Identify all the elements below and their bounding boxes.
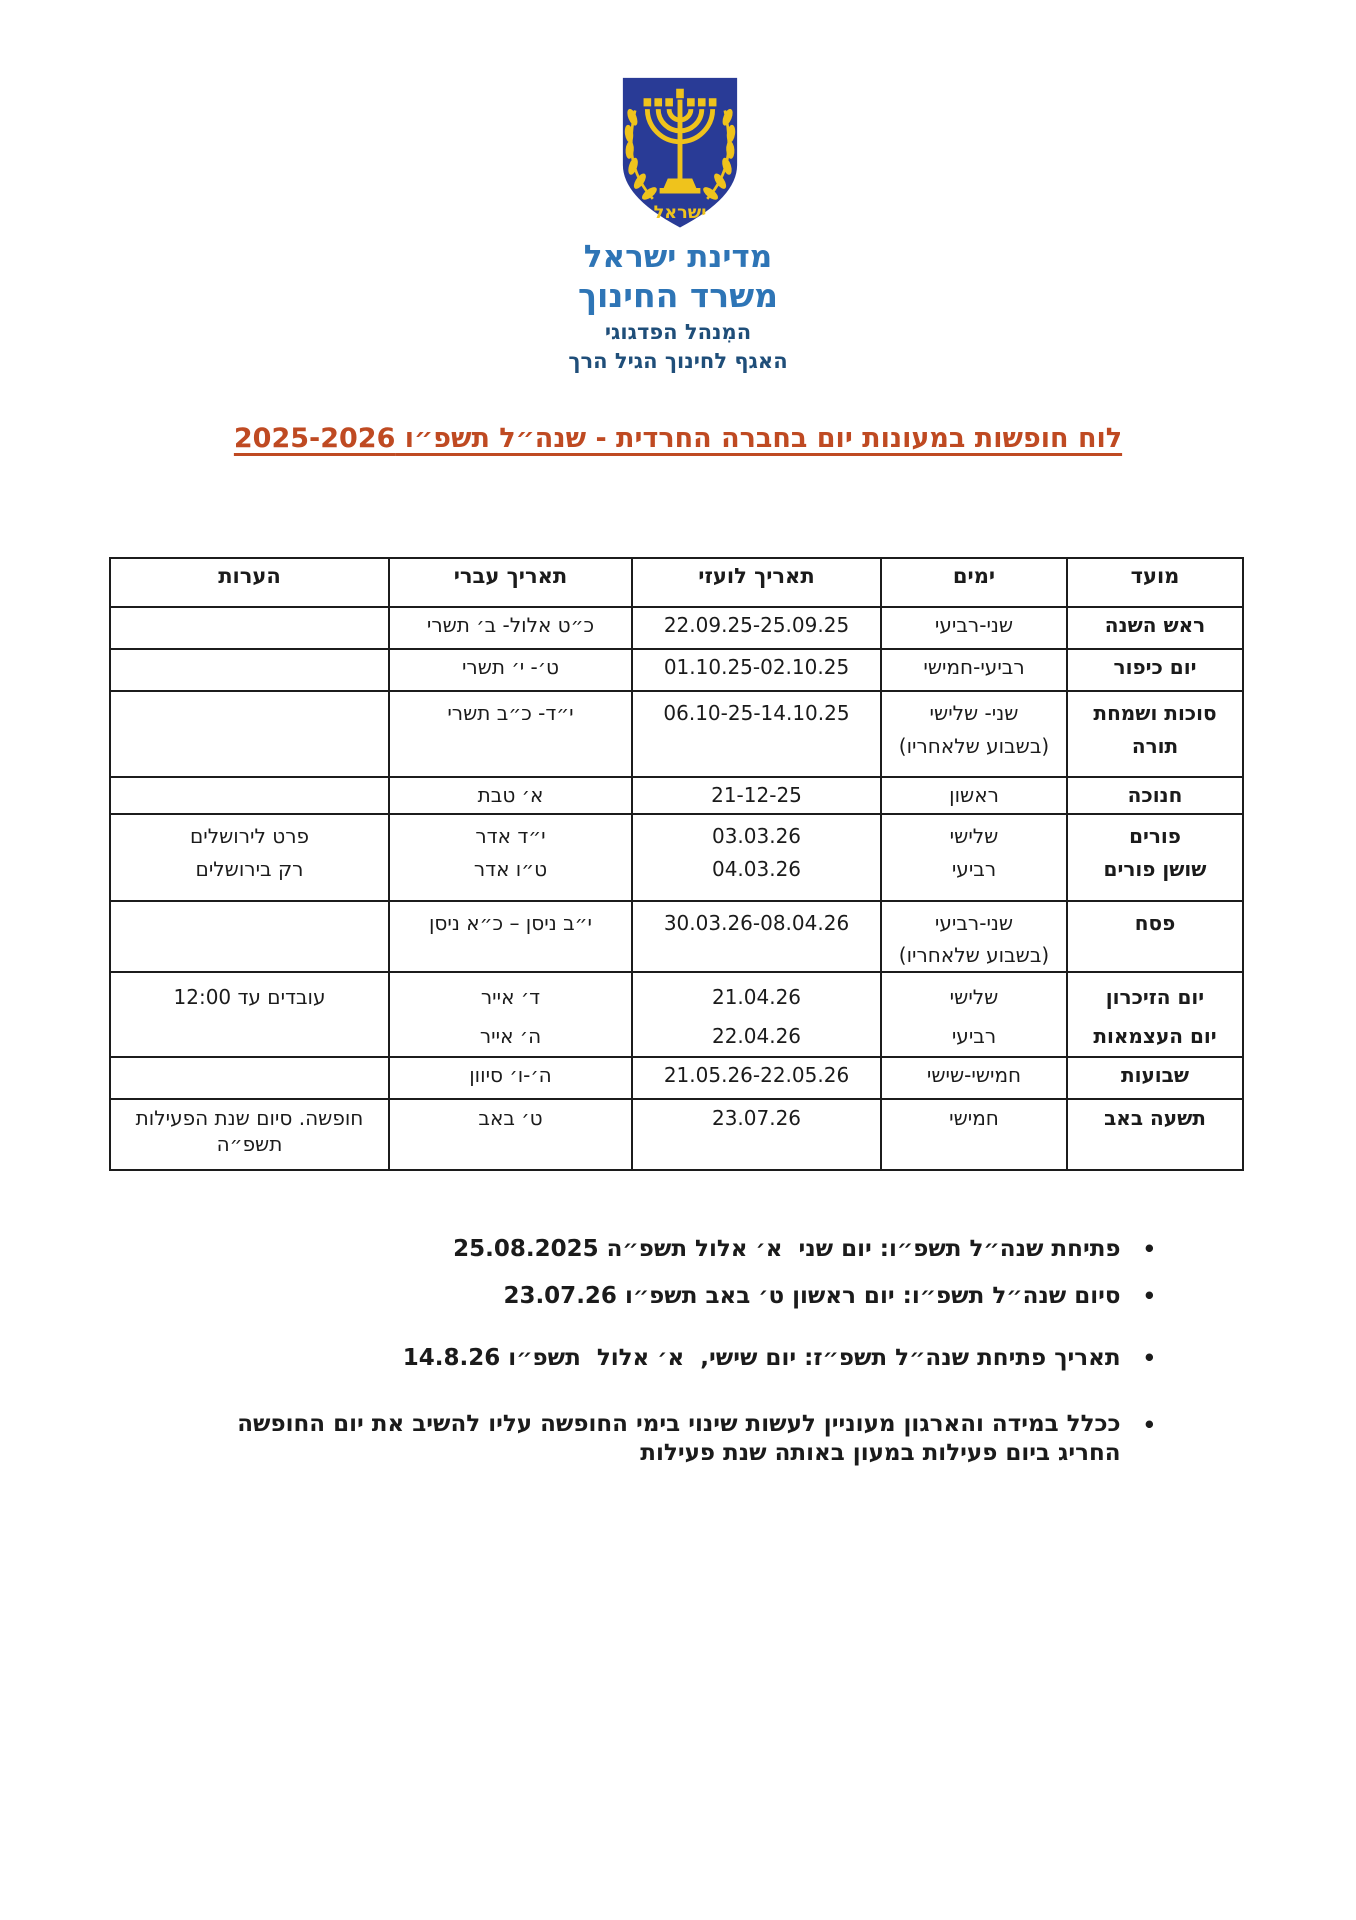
cell-line: עובדים עד 12:00 (173, 985, 326, 1009)
bullet-text: ככלל במידה והארגון מעוניין לעשות שינוי בימי החופשה עליו להשיב את יום החופשה החריג ביום פעילות במעון באותה שנת פעילות (237, 1411, 1121, 1466)
col-header-days: ימים (881, 558, 1067, 607)
cell-line: סוכות ושמחת (1093, 701, 1217, 725)
table-row (110, 649, 1243, 691)
cell-line: ראשון (949, 783, 999, 807)
table-row (110, 1099, 1243, 1170)
pedagogical-admin: המִנהל הפדגוגי (604, 320, 752, 344)
bullet-icon: • (1142, 1346, 1156, 1370)
cell-days (881, 691, 1067, 777)
cell-line: חמישי (949, 1106, 999, 1130)
table-row (110, 814, 1243, 901)
cell-hebrew (389, 1099, 632, 1170)
cell-line: חנוכה (1127, 783, 1183, 807)
cell-line: 21.05.26-22.05.26 (663, 1063, 850, 1087)
cell-line: רביעי (951, 857, 997, 881)
cell-notes (110, 777, 389, 814)
cell-hebrew (389, 607, 632, 649)
cell-moed (1067, 1099, 1243, 1170)
cell-gregorian (632, 691, 881, 777)
cell-line: שני- שלישי (929, 701, 1019, 725)
cell-days (881, 649, 1067, 691)
cell-days (881, 814, 1067, 901)
cell-moed (1067, 691, 1243, 777)
cell-line: רביעי (951, 1024, 997, 1048)
cell-gregorian (632, 972, 881, 1057)
cell-line: (בשבוע שלאחריו) (898, 943, 1050, 967)
table-row (110, 777, 1243, 814)
cell-line: יום כיפור (1113, 655, 1197, 679)
cell-line: א׳ טבת (477, 783, 544, 807)
cell-line: כ״ט אלול- ב׳ תשרי (426, 613, 595, 637)
cell-line: תורה (1131, 734, 1179, 758)
table-row (110, 901, 1243, 972)
bullet-year-end (503, 1281, 1156, 1311)
cell-gregorian (632, 1099, 881, 1170)
cell-line: חמישי-שישי (926, 1063, 1022, 1087)
cell-gregorian (632, 607, 881, 649)
cell-days (881, 972, 1067, 1057)
cell-days (881, 1057, 1067, 1099)
bullet-year-start (453, 1234, 1156, 1264)
cell-line: 06.10-25-14.10.25 (663, 701, 850, 725)
cell-hebrew (389, 649, 632, 691)
cell-line: תשעה באב (1104, 1106, 1206, 1130)
cell-line: שלישי (949, 985, 999, 1009)
cell-line: ראש השנה (1104, 613, 1206, 637)
cell-line: יום העצמאות (1093, 1024, 1217, 1048)
col-header-gregorian-date: תאריך לועזי (632, 558, 881, 607)
cell-line: 22.04.26 (711, 1024, 802, 1048)
cell-hebrew (389, 814, 632, 901)
bullet-icon: • (1142, 1284, 1156, 1308)
cell-days (881, 1099, 1067, 1170)
bullet-text: פתיחת שנה״ל תשפ״ו: יום שני א׳ אלול תשפ״ה 25.08.2025 (453, 1236, 1121, 1262)
cell-line: 22.09.25-25.09.25 (663, 613, 850, 637)
cell-notes (110, 972, 389, 1057)
bullet-icon: • (1142, 1237, 1156, 1261)
cell-days (881, 607, 1067, 649)
cell-line: 03.03.26 (711, 824, 802, 848)
table-row (110, 972, 1243, 1057)
cell-line: שני-רביעי (934, 613, 1014, 637)
cell-gregorian (632, 1057, 881, 1099)
cell-hebrew (389, 901, 632, 972)
cell-line: י״ב ניסן – כ״א ניסן (428, 911, 592, 935)
holiday-table (109, 557, 1244, 1171)
table-header-row (110, 558, 1243, 607)
cell-gregorian (632, 777, 881, 814)
page-title: לוח חופשות במעונות יום בחברה החרדית - שנה״ל תשפ״ו 2025-2026 (233, 423, 1123, 454)
cell-line: 01.10.25-02.10.25 (663, 655, 850, 679)
cell-notes (110, 1099, 389, 1170)
cell-notes (110, 814, 389, 901)
bullet-change-policy (186, 1410, 1156, 1468)
bullet-icon: • (1142, 1413, 1156, 1437)
ministry-name: משרד החינוך (577, 276, 779, 315)
cell-line: יום הזיכרון (1105, 985, 1205, 1009)
cell-gregorian (632, 814, 881, 901)
col-header-moed: מועד (1067, 558, 1243, 607)
cell-moed (1067, 972, 1243, 1057)
cell-line: שושן פורים (1103, 857, 1207, 881)
cell-line: 21.04.26 (711, 985, 802, 1009)
cell-days (881, 777, 1067, 814)
cell-line: פרט לירושלים (190, 824, 309, 848)
cell-line: ד׳ אייר (480, 985, 541, 1009)
cell-line: ה׳-ו׳ סיוון (469, 1063, 552, 1087)
col-header-hebrew-date: תאריך עברי (389, 558, 632, 607)
table-row (110, 607, 1243, 649)
cell-hebrew (389, 972, 632, 1057)
cell-hebrew (389, 691, 632, 777)
cell-hebrew (389, 777, 632, 814)
state-name: מדינת ישראל (583, 239, 773, 275)
col-header-notes: הערות (110, 558, 389, 607)
cell-moed (1067, 814, 1243, 901)
cell-line: ט׳- י׳ תשרי (461, 655, 560, 679)
early-childhood-division: האגף לחינוך הגיל הרך (568, 349, 788, 373)
cell-notes (110, 691, 389, 777)
cell-line: י״ד- כ״ב תשרי (447, 701, 574, 725)
cell-line: פסח (1134, 911, 1176, 935)
cell-gregorian (632, 901, 881, 972)
cell-line: ה׳ אייר (479, 1024, 542, 1048)
cell-line: רק בירושלים (195, 857, 304, 881)
bullet-text: תאריך פתיחת שנה״ל תשפ״ז: יום שישי, א׳ אלול תשפ״ו 14.8.26 (402, 1345, 1121, 1371)
cell-line: (בשבוע שלאחריו) (898, 734, 1050, 758)
bullet-next-year-start (403, 1343, 1156, 1373)
cell-line: 23.07.26 (711, 1106, 802, 1130)
cell-hebrew (389, 1057, 632, 1099)
cell-notes (110, 1057, 389, 1099)
cell-moed (1067, 777, 1243, 814)
letterhead (0, 238, 1356, 376)
cell-line: שבועות (1120, 1063, 1190, 1087)
cell-moed (1067, 901, 1243, 972)
cell-line: ט׳ באב (478, 1106, 543, 1130)
cell-line: 21-12-25 (711, 783, 802, 807)
cell-moed (1067, 607, 1243, 649)
cell-line: שלישי (949, 824, 999, 848)
cell-notes (110, 607, 389, 649)
cell-line: שני-רביעי (934, 911, 1014, 935)
cell-days (881, 901, 1067, 972)
table-row (110, 1057, 1243, 1099)
israel-state-emblem-icon (612, 72, 748, 236)
holiday-table-body (110, 607, 1243, 1170)
bullet-text: סיום שנה״ל תשפ״ו: יום ראשון ט׳ באב תשפ״ו 23.07.26 (503, 1283, 1121, 1309)
cell-line: רביעי-חמישי (923, 655, 1025, 679)
cell-line: י״ד אדר (475, 824, 546, 848)
cell-moed (1067, 649, 1243, 691)
emblem-label: ישראל (653, 202, 707, 223)
cell-line: חופשה. סיום שנת הפעילות תשפ״ה (135, 1106, 364, 1156)
cell-line: 30.03.26-08.04.26 (663, 911, 850, 935)
cell-notes (110, 901, 389, 972)
cell-line: פורים (1129, 824, 1181, 848)
cell-gregorian (632, 649, 881, 691)
cell-moed (1067, 1057, 1243, 1099)
cell-line: 04.03.26 (711, 857, 802, 881)
table-row (110, 691, 1243, 777)
cell-notes (110, 649, 389, 691)
cell-line: ט״ו אדר (473, 857, 548, 881)
